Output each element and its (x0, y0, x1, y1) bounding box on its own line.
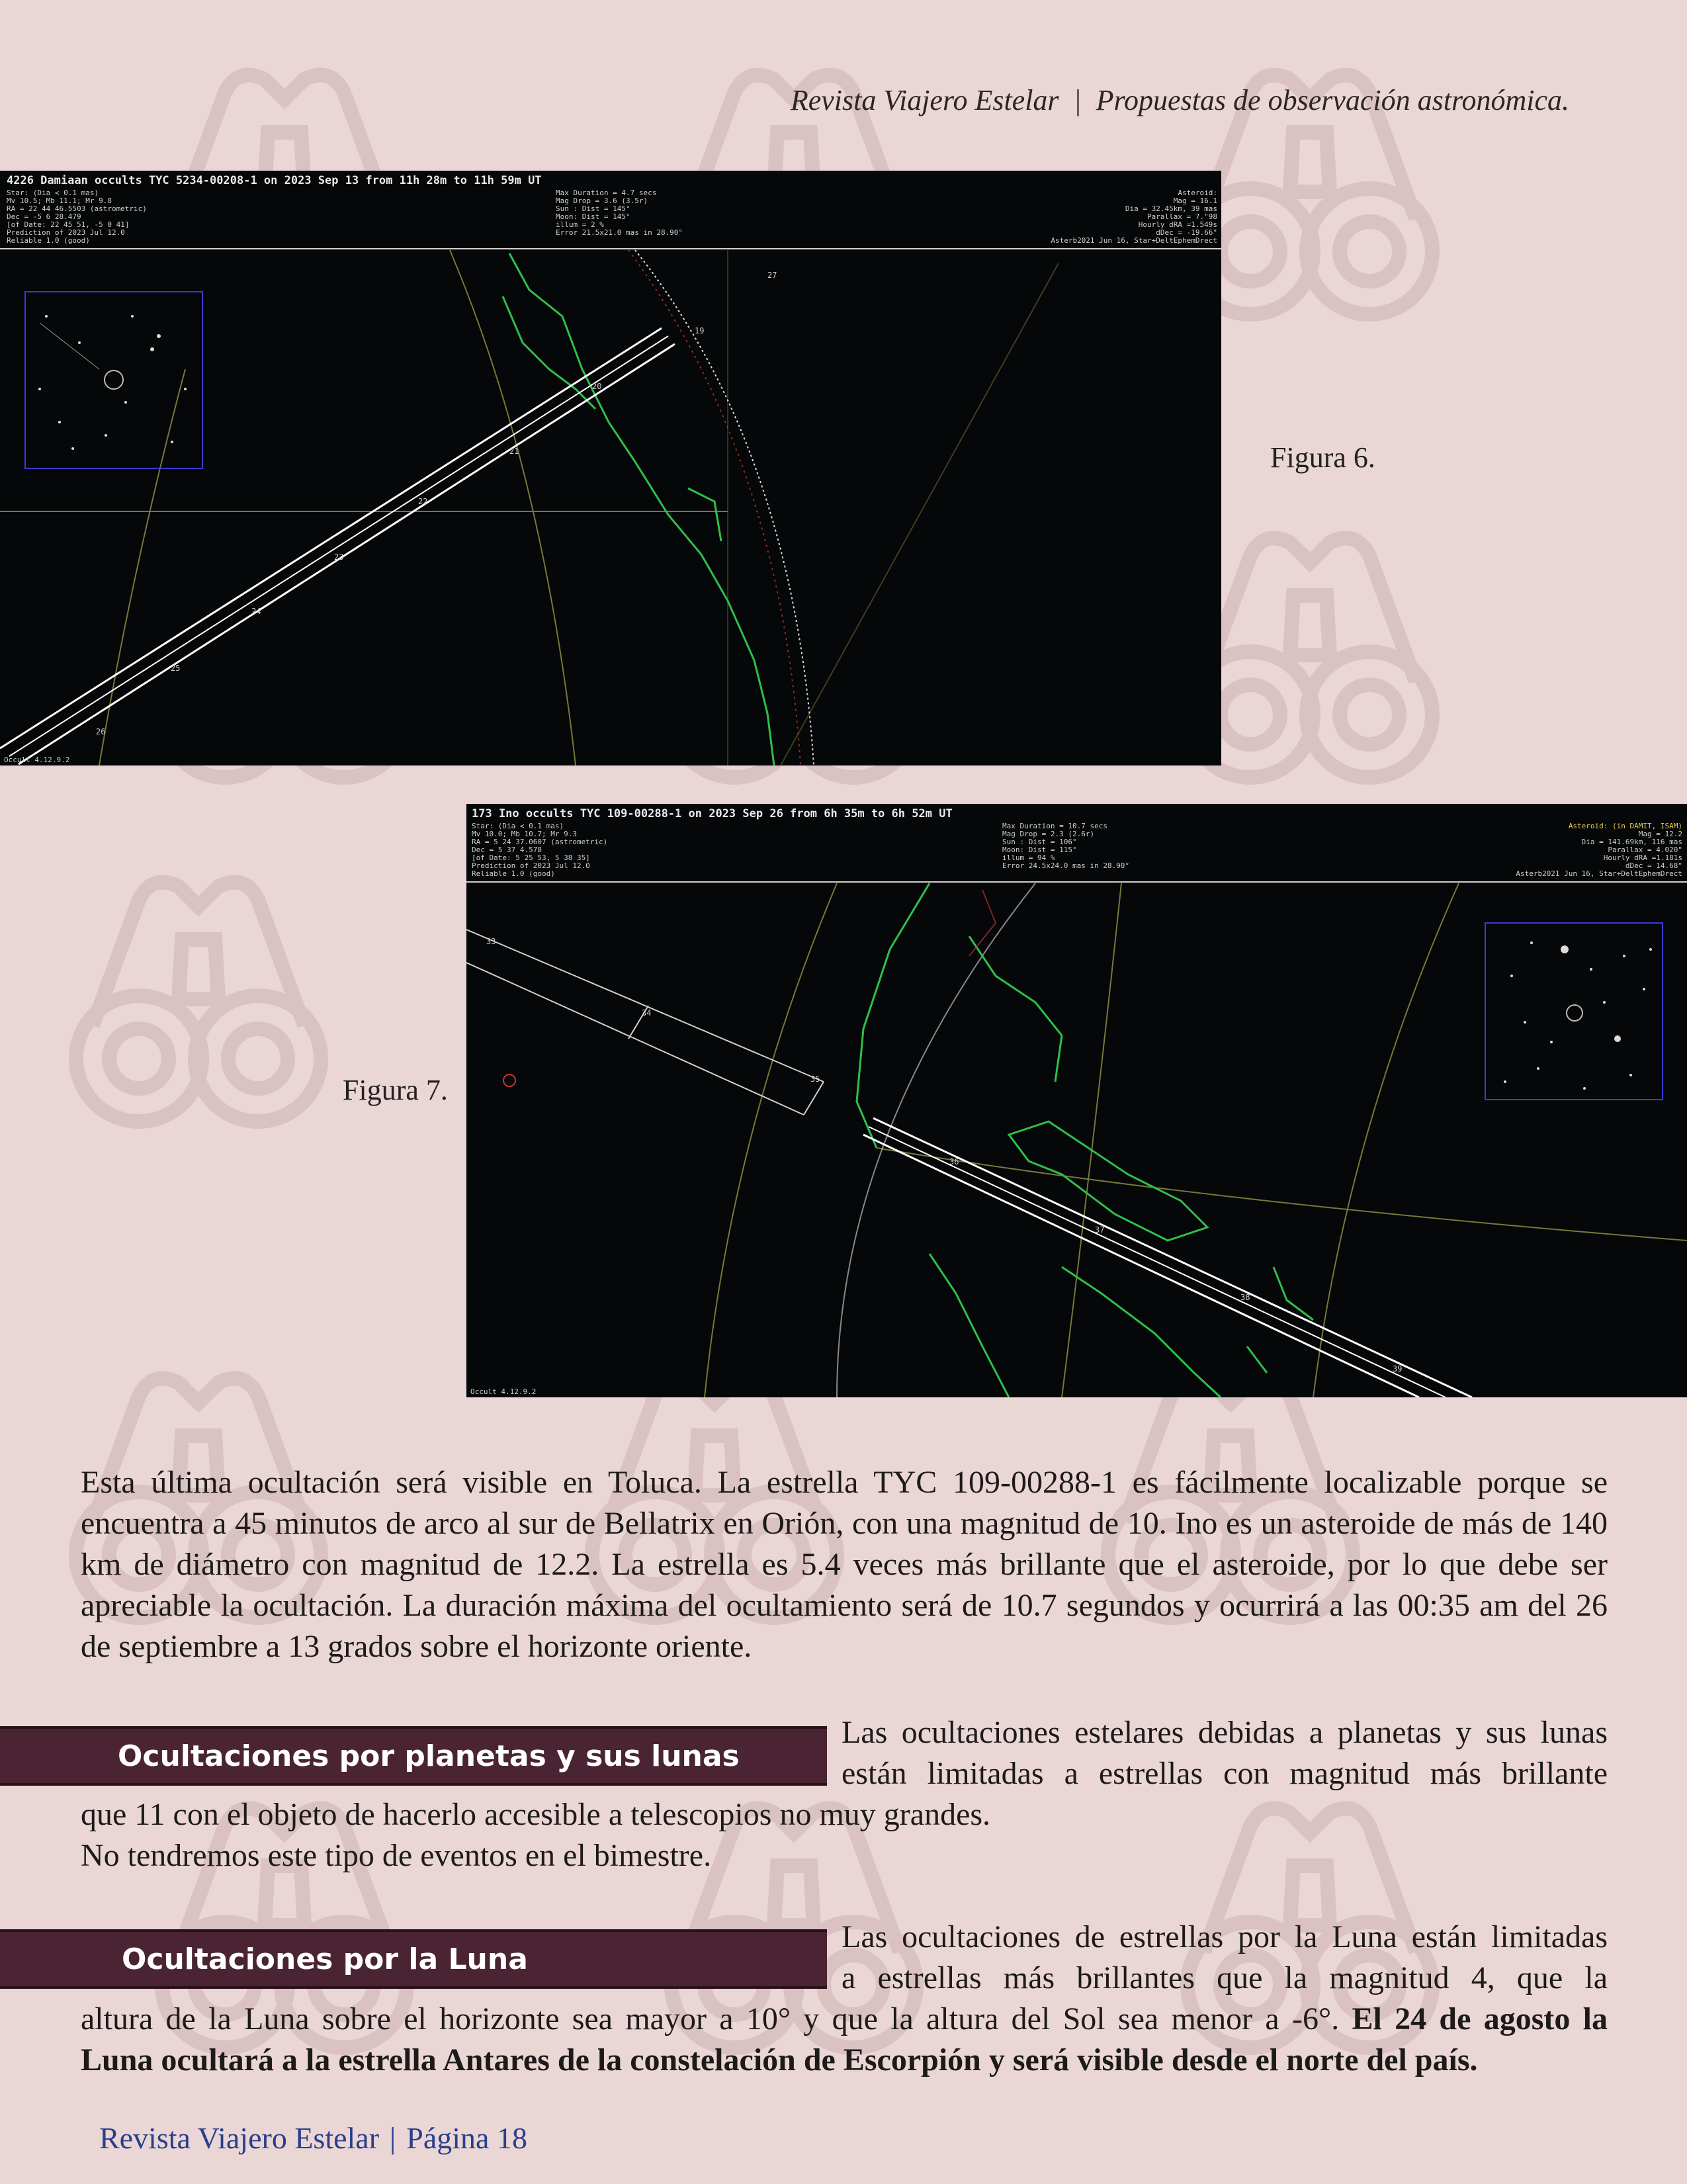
body-paragraph-ino: Esta última ocultación será visible en Toluca. La estrella TYC 109-00288-1 es fácilmente localizable porque se encuentra a 45 minutos de arco al sur de Bellatrix en Orión, con una magnitud de 10. Ino es un asteroide de más de 140 km de diámetro con magnitud de 12.2. La estrella es 5.4 veces más brillante que el asteroide, por lo que debe ser apreciable la ocultación. La duración máxima del ocultamiento será de 10.7 segundos y ocurrirá a las 00:35 am del 26 de septiembre a 13 grados sobre el horizonte oriente. (81, 1465, 1608, 1664)
fig6-graticule (0, 250, 1059, 765)
footer-separator: | (390, 2121, 396, 2155)
fig6-info-right: Parallax = 7."98 (1147, 212, 1217, 221)
fig7-info-right: Asteroid: (in DAMIT, ISAM) (1568, 822, 1682, 830)
section-heading-planets (0, 1726, 827, 1786)
fig6-tick: 27 (767, 271, 777, 280)
fig7-earth-limb (837, 883, 1035, 1397)
planets-text-line-3: que 11 con el objeto de hacerlo accesible a telescopios no muy grandes. (81, 1797, 991, 1832)
fig6-info-mid: Mag Drop = 3.6 (3.5r) (556, 197, 648, 205)
fig7-tick-labels (486, 937, 1402, 1374)
fig7-info-left: Star: (Dia < 0.1 mas) (472, 822, 564, 830)
fig7-info-mid: illum = 94 % (1002, 853, 1055, 862)
fig7-info-right: Asterb2021 Jun 16, Star+DeltEphemDrect (1516, 869, 1682, 878)
fig7-tick: 39 (1393, 1364, 1403, 1374)
fig7-map-title: 173 Ino occults TYC 109-00288-1 on 2023 Sep 26 from 6h 35m to 6h 52m UT (472, 807, 953, 820)
fig6-coastline (503, 253, 774, 765)
fig6-info-left: Mv 10.5; Mb 11.1; Mr 9.8 (7, 197, 112, 205)
section-heading-planets-text: Ocultaciones por planetas y sus lunas (118, 1739, 740, 1773)
fig6-info-left: Prediction of 2023 Jul 12.0 (7, 228, 125, 237)
fig7-star-chart-inset (1485, 923, 1663, 1100)
fig7-info-left: Prediction of 2023 Jul 12.0 (472, 861, 590, 870)
fig7-info-mid: Max Duration = 10.7 secs (1002, 822, 1107, 830)
fig6-map-title: 4226 Damiaan occults TYC 5234-00208-1 on 2023 Sep 13 from 11h 28m to 11h 59m UT (7, 174, 542, 187)
fig6-info-left: Star: (Dia < 0.1 mas) (7, 189, 99, 197)
fig7-info-right: dDec = 14.68" (1625, 861, 1682, 870)
page-footer (99, 2120, 527, 2156)
header-section: Propuestas de observación astronómica. (1096, 84, 1569, 116)
figure-6-occultation-map (0, 171, 1221, 765)
fig6-info-right: Dia = 32.45km, 39 mas (1125, 204, 1217, 213)
fig6-info-mid: Error 21.5x21.0 mas in 28.90° (556, 228, 683, 237)
fig6-info-mid: Moon: Dist = 145° (556, 212, 630, 221)
fig7-coastline (857, 883, 1313, 1397)
fig6-info-right: Asteroid: (1178, 189, 1217, 197)
fig7-info-left: [of Date: 5 25 53, 5 38 35] (472, 853, 590, 862)
fig7-tick: 36 (949, 1157, 959, 1166)
fig6-info-left: RA = 22 44 46.5503 (astrometric) (7, 204, 147, 213)
fig6-tick: 20 (592, 382, 602, 391)
fig7-info-mid: Mag Drop = 2.3 (2.6r) (1002, 830, 1095, 838)
fig6-tick: 23 (334, 552, 344, 562)
fig7-info-right: Hourly dRA =1.181s (1603, 853, 1682, 862)
fig6-tick: 19 (695, 326, 705, 335)
fig6-info-mid: illum = 2 % (556, 220, 604, 229)
fig6-info-left: Dec = -5 6 28.479 (7, 212, 81, 221)
fig6-tick-labels (96, 271, 777, 736)
fig7-graticule (705, 883, 1687, 1397)
fig7-info-left: Mv 10.0; Mb 10.7; Mr 9.3 (472, 830, 577, 838)
header-magazine: Revista Viajero Estelar (790, 84, 1059, 116)
fig7-tick: 38 (1240, 1293, 1250, 1302)
fig7-tick: 37 (1095, 1225, 1105, 1235)
fig7-border-lines (969, 890, 996, 956)
moon-text-line-1: Las ocultaciones de estrellas por la Luna están limitadas (842, 1919, 1608, 1954)
fig7-tick: 35 (810, 1074, 820, 1084)
fig7-tick: 34 (642, 1008, 652, 1018)
fig6-star-chart-inset (25, 292, 202, 468)
fig6-info-left: Reliable 1.0 (good) (7, 236, 90, 245)
fig6-info-right: dDec = -19.66" (1156, 228, 1217, 237)
fig7-info-right: Parallax = 4.020" (1608, 846, 1682, 854)
fig7-info-left: Reliable 1.0 (good) (472, 869, 555, 878)
fig6-tick: 25 (171, 664, 181, 673)
figure-7-caption: Figura 7. (343, 1074, 448, 1106)
moon-text-line-4: Luna ocultará a la estrella Antares de la constelación de Escorpión y será visible desde el norte del país. (81, 2042, 1478, 2077)
fig7-info-right: Mag = 12.2 (1638, 830, 1682, 838)
fig7-info-mid: Sun : Dist = 106° (1002, 838, 1077, 846)
fig7-info-left: Dec = 5 37 4.578 (472, 846, 542, 854)
fig6-tick: 21 (509, 447, 519, 456)
fig6-info-left: [of Date: 22 45 51, -5 0 41] (7, 220, 130, 229)
planets-text-line-1: Las ocultaciones estelares debidas a planetas y sus lunas (842, 1715, 1608, 1750)
fig7-info-mid: Moon: Dist = 115° (1002, 846, 1077, 854)
section-heading-moon-text: Ocultaciones por la Luna (122, 1942, 528, 1976)
figure-7-occultation-map (466, 804, 1687, 1397)
moon-text-line-2: a estrellas más brillantes que la magnitud 4, que la (842, 1960, 1608, 1995)
fig7-observer-marker (503, 1074, 515, 1086)
fig7-tick: 33 (486, 937, 496, 946)
fig6-tick: 22 (418, 497, 428, 506)
fig6-info-mid: Sun : Dist = 145° (556, 204, 630, 213)
figure-6-caption: Figura 6. (1270, 441, 1375, 474)
footer-magazine: Revista Viajero Estelar (99, 2121, 380, 2155)
fig7-info-mid: Error 24.5x24.0 mas in 28.90° (1002, 861, 1130, 870)
fig7-offshore-track (466, 930, 824, 1115)
planets-text-line-2: están limitadas a estrellas con magnitud más brillante (842, 1756, 1608, 1791)
fig6-info-right: Mag = 16.1 (1173, 197, 1217, 205)
fig7-footer-label: Occult 4.12.9.2 (470, 1387, 537, 1396)
fig6-info-mid: Max Duration = 4.7 secs (556, 189, 657, 197)
section-heading-moon (0, 1929, 827, 1989)
fig6-info-right: Hourly dRA =1.549s (1138, 220, 1217, 229)
planets-text-line-4: No tendremos este tipo de eventos en el bimestre. (81, 1838, 712, 1873)
fig7-info-left: RA = 5 24 37.0607 (astrometric) (472, 838, 608, 846)
running-header (791, 83, 1569, 117)
fig6-shadow-path (0, 328, 675, 764)
fig6-info-right: Asterb2021 Jun 16, Star+DeltEphemDrect (1051, 236, 1217, 245)
header-separator: | (1073, 84, 1082, 116)
moon-text-line-3-bold: El 24 de agosto la (1352, 2001, 1608, 2036)
fig6-tick: 24 (251, 607, 261, 616)
footer-page-number: Página 18 (406, 2121, 527, 2155)
moon-text-line-3 (81, 1999, 1608, 2040)
moon-text-line-3-regular: altura de la Luna sobre el horizonte sea mayor a 10° y que la altura del Sol sea menor a -6°. (81, 2001, 1340, 2036)
fig6-tick: 26 (96, 727, 106, 736)
fig6-footer-label: Occult 4.12.9.2 (4, 756, 70, 764)
fig6-limit-line (628, 250, 800, 765)
fig7-info-right: Dia = 141.69km, 116 mas (1581, 838, 1682, 846)
fig6-earth-limb (635, 250, 814, 765)
